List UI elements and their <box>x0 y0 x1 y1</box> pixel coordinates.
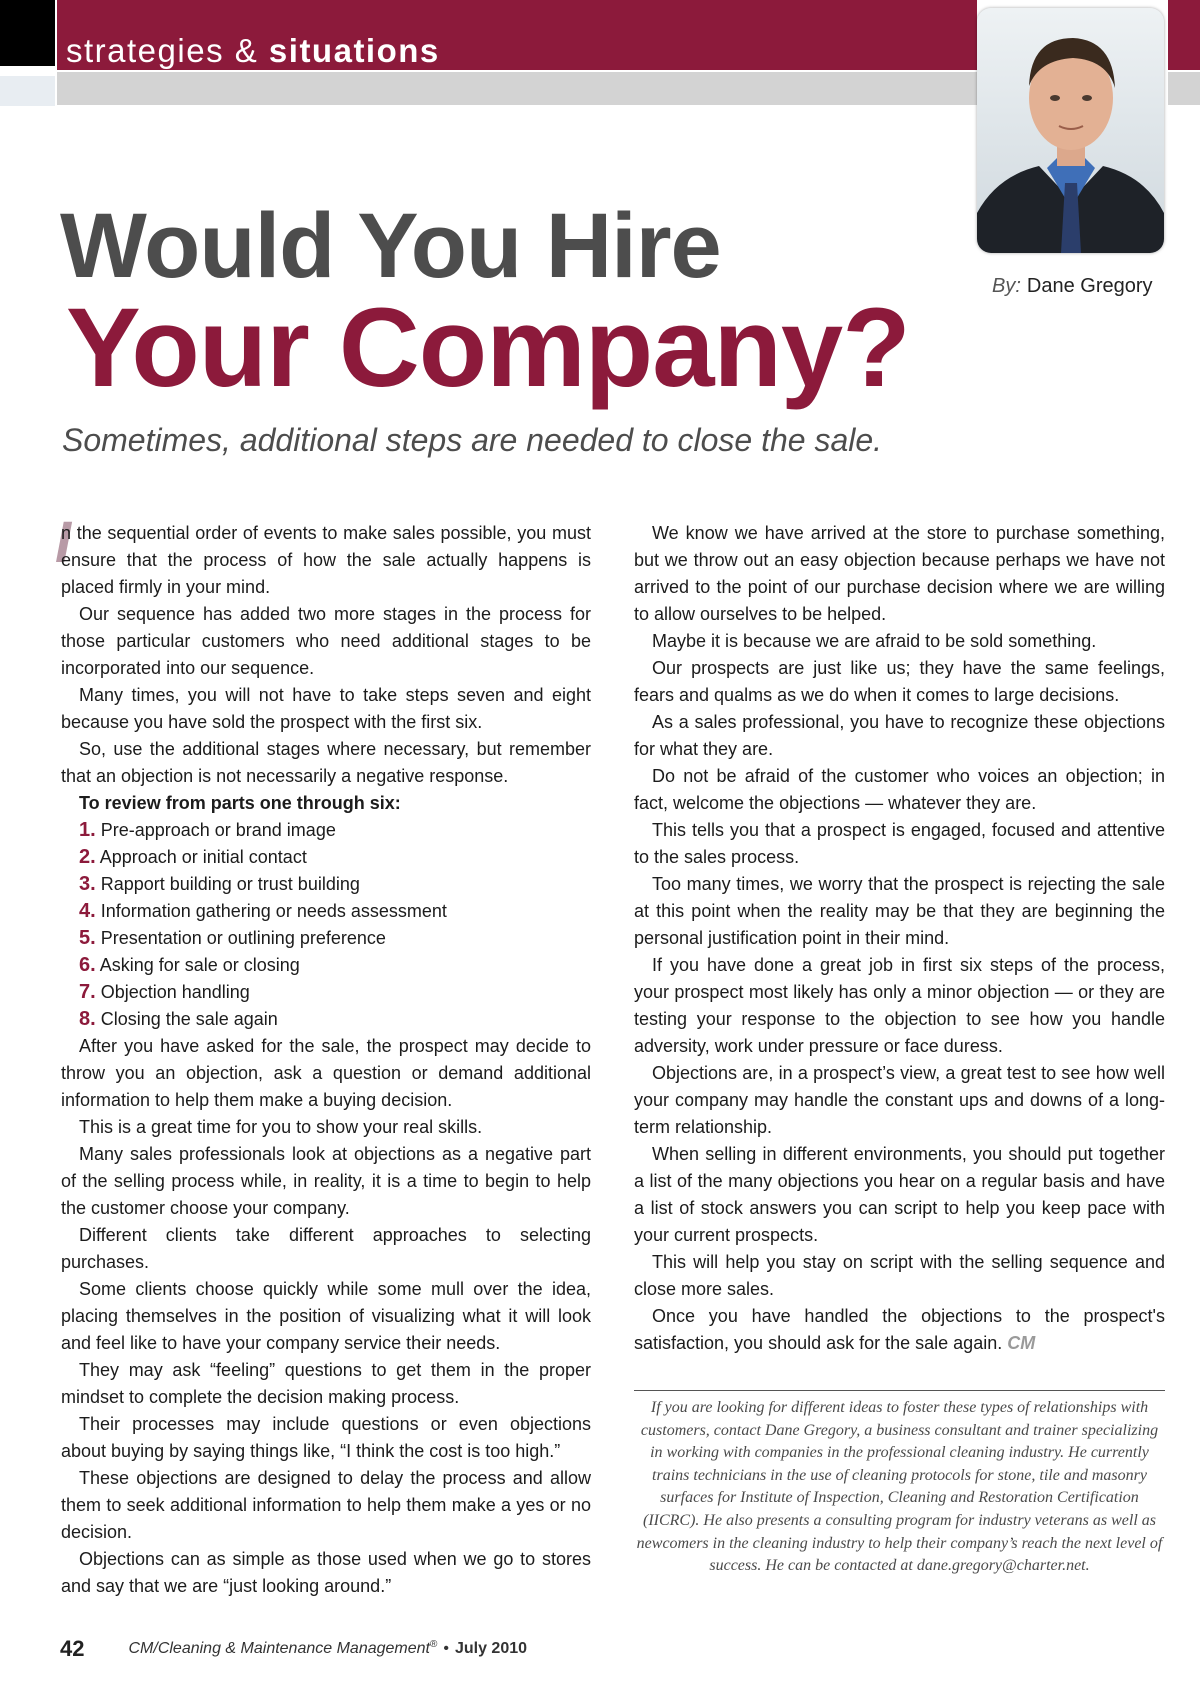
body-paragraph: Some clients choose quickly while some mull over the idea, placing themselves in the position of visualizing what it will look and feel like to have your company service their needs. <box>61 1279 591 1353</box>
step-text: Asking for sale or closing <box>99 955 300 975</box>
byline-label: By: <box>992 275 1021 297</box>
body-paragraph: Do not be afraid of the customer who voices an objection; in fact, welcome the objections — whatever they are. <box>634 766 1165 813</box>
intro-text: n the sequential order of events to make sales possible, you must ensure that the process of how the sale actually happens is placed firmly in your mind. <box>61 523 591 597</box>
page-number: 42 <box>60 1636 85 1661</box>
closing-paragraph <box>634 1303 1165 1357</box>
body-paragraph: When selling in different environments, you should put together a list of the many objections you hear on a regular basis and have a list of stock answers you can script to help you keep pace with your current prospects. <box>634 1144 1165 1245</box>
body-paragraph: Too many times, we worry that the prospect is rejecting the sale at this point when the reality may be that they are beginning the personal justification point in their mind. <box>634 874 1165 948</box>
left-column <box>55 510 591 1600</box>
step-text: Objection handling <box>100 982 250 1002</box>
title-line-1: Would You Hire <box>60 195 721 297</box>
end-mark: CM <box>1007 1333 1036 1353</box>
step-number: 8. <box>79 1008 96 1030</box>
section-label-light: strategies & <box>66 32 269 69</box>
body-paragraph: Our sequence has added two more stages in the process for those particular customers who need additional stages to be incorporated into our sequence. <box>61 604 591 678</box>
body-paragraph: Objections are, in a prospect’s view, a great test to see how well your company may handle the constant ups and downs of a long-term relationship. <box>634 1063 1165 1137</box>
list-item <box>79 1006 591 1033</box>
step-text: Approach or initial contact <box>99 847 307 867</box>
step-number: 4. <box>79 900 96 922</box>
steps-list <box>61 817 591 1033</box>
body-paragraph: Many sales professionals look at objections as a negative part of the selling process while, in reality, it is a time to begin to help the customer choose your company. <box>61 1144 591 1218</box>
section-label <box>66 34 440 67</box>
title-line-2: Your Company? <box>66 285 910 410</box>
intro-paragraph <box>55 510 591 601</box>
section-label-bold: situations <box>268 32 440 69</box>
body-paragraph: Different clients take different approaches to selecting purchases. <box>61 1225 591 1272</box>
header-band-right <box>1168 0 1200 70</box>
article-subtitle: Sometimes, additional steps are needed to close the sale. <box>62 422 883 458</box>
body-paragraph: Many times, you will not have to take steps seven and eight because you have sold the prospect with the first six. <box>61 685 591 732</box>
body-paragraph: So, use the additional stages where necessary, but remember that an objection is not necessarily a negative response. <box>61 739 591 786</box>
author-portrait-icon <box>977 8 1164 253</box>
body-paragraph: We know we have arrived at the store to purchase something, but we throw out an easy objection because perhaps we have not arrived to the point of our purchase decision where we are willing to allow ourselves to be helped. <box>634 523 1165 624</box>
body-paragraph: This tells you that a prospect is engaged, focused and attentive to the sales process. <box>634 820 1165 867</box>
body-paragraph: They may ask “feeling” questions to get them in the proper mindset to complete the decision making process. <box>61 1360 591 1407</box>
page-footer <box>60 1638 527 1660</box>
issue-date: July 2010 <box>454 1640 528 1657</box>
byline <box>992 275 1153 298</box>
list-item <box>79 844 591 871</box>
step-text: Presentation or outlining preference <box>100 928 386 948</box>
closing-text: Once you have handled the objections to the prospect's satisfaction, you should ask for the sale again. <box>634 1306 1165 1353</box>
step-number: 6. <box>79 954 96 976</box>
corner-accent <box>0 76 55 106</box>
list-item <box>79 871 591 898</box>
list-item <box>79 817 591 844</box>
body-paragraph: Maybe it is because we are afraid to be sold something. <box>652 631 1097 651</box>
corner-block <box>0 0 55 66</box>
body-paragraph: This will help you stay on script with the selling sequence and close more sales. <box>634 1252 1165 1299</box>
publication-name: CM/Cleaning & Maintenance Management <box>128 1640 430 1657</box>
header-gray-strip-right <box>1168 72 1200 105</box>
author-bio: If you are looking for different ideas to foster these types of relationships with customers, contact Dane Gregory, a business consultant and trainer specializing in working with companies in the professional cleaning industry. He currently trains technicians in the use of cleaning protocols for stone, tile and masonry surfaces for Institute of Inspection, Cleaning and Restoration Certification (IICRC). He also presents a consulting program for industry veterans as well as newcomers in the cleaning industry to help their company’s reach the next level of success. He can be contacted at dane.gregory@charter.net. <box>636 1399 1163 1575</box>
body-paragraph: If you have done a great job in first six steps of the process, your prospect most likely has only a minor objection — or they are testing your response to the objection to see how you handle adversity, work under pressure or face duress. <box>634 955 1165 1056</box>
list-item <box>79 925 591 952</box>
body-paragraph: Our prospects are just like us; they have the same feelings, fears and qualms as we do when it comes to large decisions. <box>634 658 1165 705</box>
body-paragraph: Objections can as simple as those used when we go to stores and say that we are “just looking around.” <box>61 1549 591 1596</box>
step-text: Information gathering or needs assessment <box>100 901 447 921</box>
registered-mark: ® <box>429 1638 438 1650</box>
step-number: 5. <box>79 927 96 949</box>
step-number: 1. <box>79 819 96 841</box>
drop-cap: I <box>55 510 72 575</box>
author-photo <box>977 8 1164 253</box>
body-paragraph: This is a great time for you to show your real skills. <box>79 1117 483 1137</box>
step-number: 3. <box>79 873 96 895</box>
list-item <box>79 898 591 925</box>
list-item <box>79 952 591 979</box>
footer-separator: • <box>443 1640 449 1657</box>
body-paragraph: Their processes may include questions or even objections about buying by saying things like, “I think the cost is too high.” <box>61 1414 591 1461</box>
body-paragraph: After you have asked for the sale, the prospect may decide to throw you an objection, ask a question or demand additional information to help them make a buying decision. <box>61 1036 591 1110</box>
step-number: 7. <box>79 981 96 1003</box>
step-text: Pre-approach or brand image <box>100 820 336 840</box>
body-paragraph: As a sales professional, you have to recognize these objections for what they are. <box>634 712 1165 759</box>
bio-divider <box>634 1390 1165 1391</box>
body-paragraph: These objections are designed to delay the process and allow them to seek additional information to help them make a yes or no decision. <box>61 1468 591 1542</box>
step-text: Rapport building or trust building <box>100 874 360 894</box>
right-column <box>634 520 1165 1357</box>
list-item <box>79 979 591 1006</box>
review-heading: To review from parts one through six: <box>79 793 401 813</box>
step-number: 2. <box>79 846 96 868</box>
author-name: Dane Gregory <box>1026 275 1153 297</box>
step-text: Closing the sale again <box>100 1009 278 1029</box>
header-gray-strip <box>57 72 977 105</box>
